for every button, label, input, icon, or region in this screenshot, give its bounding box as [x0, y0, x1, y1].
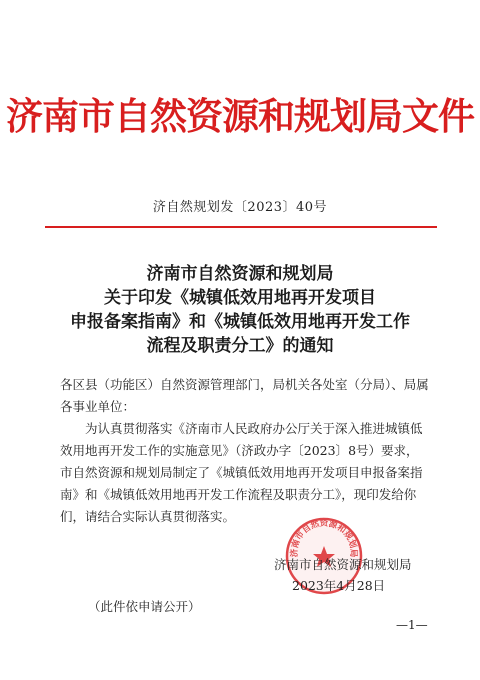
signer-name: 济南市自然资源和规划局: [274, 557, 412, 572]
document-title: [40, 262, 440, 358]
title-line-1: 济南市自然资源和规划局: [146, 264, 334, 284]
body-paragraph: 为认真贯彻落实《济南市人民政府办公厅关于深入推进城镇低效用地再开发工作的实施意见》（济政办字〔2023〕8号）要求，市自然资源和规划局制定了《城镇低效用地再开发项目申报备案指南》和《城镇低效用地再开发工作流程及职责分工》，现印发给你们，请结合实际认真贯彻落实。: [60, 421, 423, 524]
disclosure-note: （此件依申请公开）: [88, 599, 201, 614]
salutation-text: 各区县（功能区）自然资源管理部门，局机关各处室（分局）、局属各事业单位：: [60, 377, 429, 414]
red-divider-line: [45, 226, 437, 228]
signature-date: 2023年4月28日: [292, 578, 386, 593]
seal-text: 济南市自然资源和规划局: [289, 518, 359, 558]
title-line-4: 流程及职责分工》的通知: [146, 336, 334, 356]
document-number: 济自然规划发〔2023〕40号: [152, 200, 328, 215]
title-line-2: 关于印发《城镇低效用地再开发项目: [104, 288, 376, 308]
document-header-title: 济南市自然资源和规划局文件: [6, 94, 474, 138]
title-line-3: 申报备案指南》和《城镇低效用地再开发工作: [70, 312, 410, 332]
page-number: —1—: [396, 618, 428, 632]
